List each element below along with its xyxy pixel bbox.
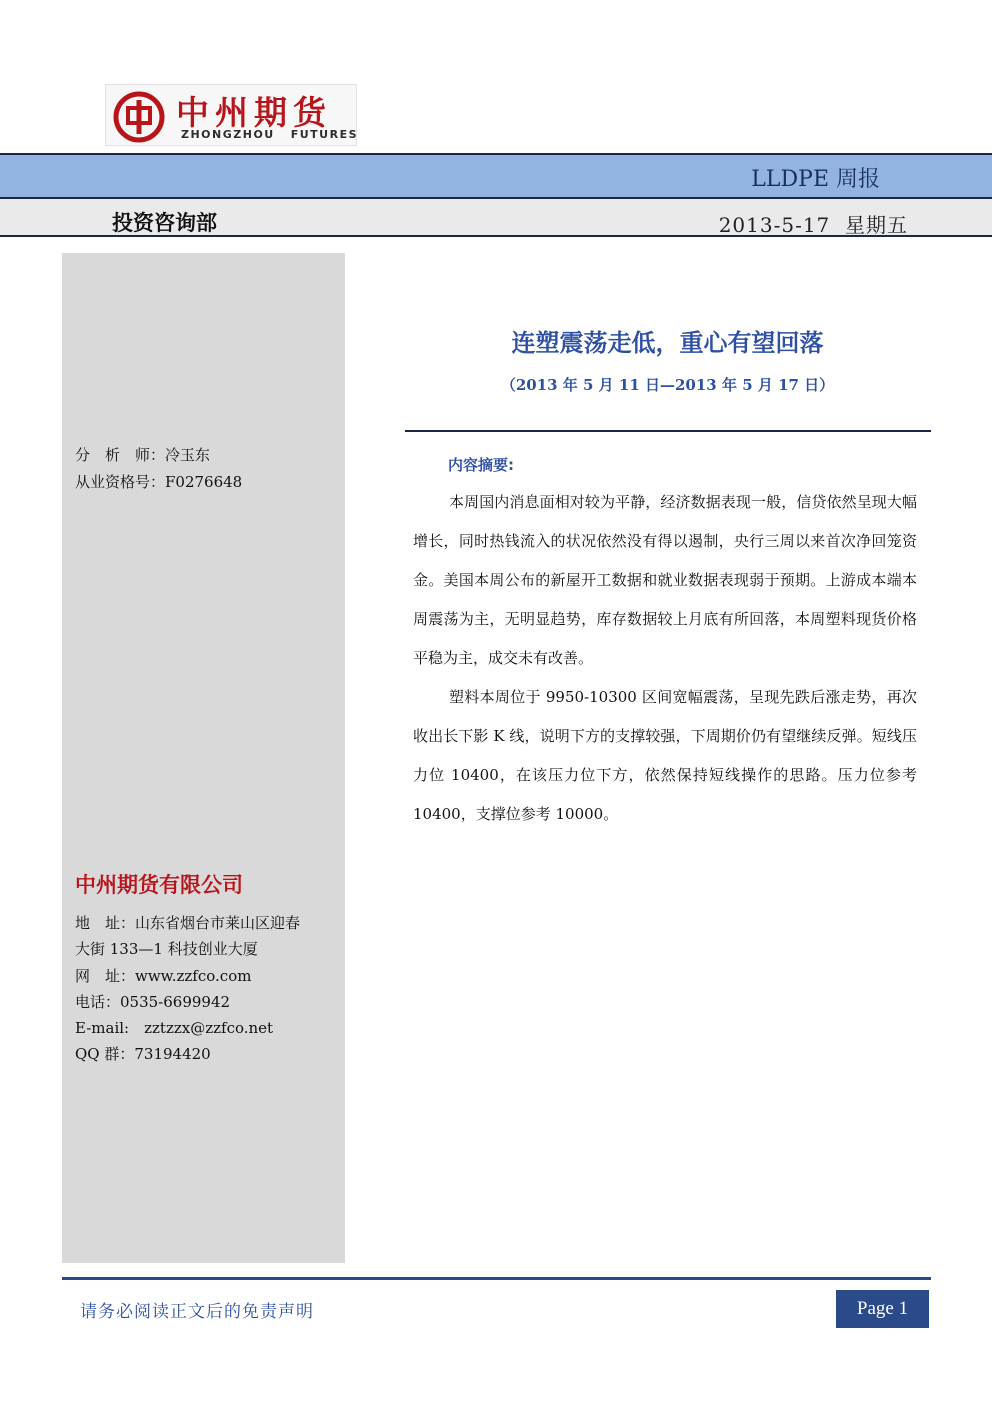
title-divider: [405, 430, 931, 432]
department-name: 投资咨询部: [112, 211, 217, 235]
summary-heading: 内容摘要:: [448, 456, 514, 474]
analyst-license: 从业资格号：F0276648: [75, 473, 243, 491]
analyst-name: 分 析 师：冷玉东: [75, 446, 211, 464]
report-title: 连塑震荡走低，重心有望回落: [511, 329, 824, 357]
report-type: LLDPE 周报: [751, 167, 880, 192]
logo-english-text: ZHONGZHOU FUTURES: [181, 128, 359, 141]
disclaimer-notice[interactable]: 请务必阅读正文后的免责声明: [80, 1302, 314, 1322]
summary-paragraph-2: 塑料本周位于 9950-10300 区间宽幅震荡，呈现先跌后涨走势，再次收出长下影 K 线，说明下方的支撑较强，下周期价仍有望继续反弹。短线压力位 10400，在该压力位下方，依然保持短线操作的思路。压力位参考 10400，支撑位参考 10000。: [413, 688, 917, 823]
page-number-badge: Page 1: [836, 1290, 929, 1328]
sidebar-panel: [62, 253, 345, 1263]
company-qq-group: QQ 群：73194420: [75, 1045, 211, 1063]
zhongzhou-emblem-icon: [112, 90, 166, 144]
company-email[interactable]: E-mail: zztzzx@zzfco.net: [75, 1019, 274, 1037]
summary-paragraph-1: 本周国内消息面相对较为平静，经济数据表现一般，信贷依然呈现大幅增长，同时热钱流入的状况依然没有得以遏制，央行三周以来首次净回笼资金。美国本周公布的新屋开工数据和就业数据表现弱于预期。上游成本端本周震荡为主，无明显趋势，库存数据较上月底有所回落，本周塑料现货价格平稳为主，成交未有改善。: [413, 493, 917, 667]
company-address-line2: 大街 133—1 科技创业大厦: [75, 940, 258, 958]
report-date: 2013-5-17 星期五: [718, 213, 908, 237]
footer-divider: [62, 1277, 931, 1280]
company-logo: [105, 84, 357, 146]
company-website[interactable]: 网 址：www.zzfco.com: [75, 967, 252, 985]
company-name: 中州期货有限公司: [75, 873, 243, 897]
company-address-line1: 地 址：山东省烟台市莱山区迎春: [75, 914, 301, 932]
company-phone: 电话：0535-6699942: [75, 993, 231, 1011]
logo-chinese-text: 中州期货: [176, 93, 332, 132]
report-date-range: （2013 年 5 月 11 日—2013 年 5 月 17 日）: [500, 376, 835, 394]
